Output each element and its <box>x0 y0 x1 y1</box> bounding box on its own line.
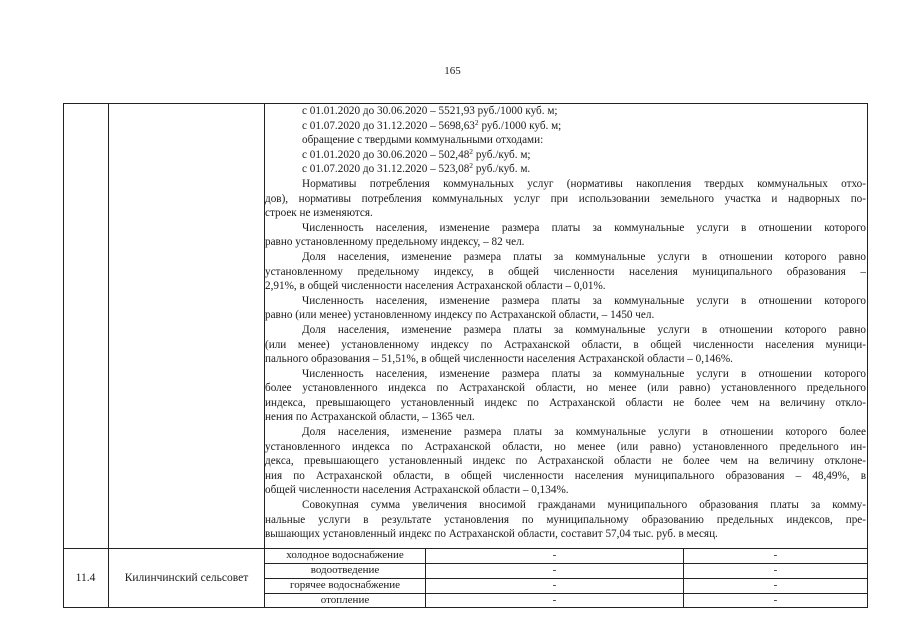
service-name: отопление <box>320 594 370 606</box>
text-line: нения по Астраханской области, – 1365 чел. <box>265 411 475 424</box>
value-cell: - <box>552 594 557 606</box>
value-cell: - <box>773 549 778 561</box>
text-line: Доля населения, изменение размера платы за коммунальные услуги в отношении которого равно <box>302 323 866 336</box>
text-line: декса, превышающего установленный индекс по Астраханской области не более чем на величину отклоне- <box>265 455 866 468</box>
text-line: общей численности населения Астраханской области – 0,134%. <box>265 484 569 497</box>
settlement-name: Килинчинский сельсовет <box>124 572 249 584</box>
row-number: 11.4 <box>75 572 96 584</box>
text-line: Нормативы потребления коммунальных услуг (нормативы накопления твердых коммунальных отхо- <box>302 177 866 190</box>
text-line: Доля населения, изменение размера платы за коммунальные услуги в отношении которого более <box>302 426 866 439</box>
service-name: горячее водоснабжение <box>290 579 400 591</box>
text-line: установленного индекса по Астраханской области, но менее (или равно) установленного предельного ин- <box>265 440 866 453</box>
value-cell: - <box>773 594 778 606</box>
text-line: более установленного индекса по Астраханской области, но менее (или равно) установленного предельного <box>265 382 866 395</box>
value-cell: - <box>552 564 557 576</box>
text-line: равно установленному предельному индексу, – 82 чел. <box>265 236 525 249</box>
text-line: нальные услуги в результате установления по муниципальному образованию предельных индексов, пре- <box>265 513 866 526</box>
text-line: (или менее) установленному индексу по Астраханской области, в общей численности населения муници- <box>265 338 866 351</box>
grid-line <box>108 103 109 608</box>
text-line: вышающих установленный индекс по Астраханской области, составит 57,04 тыс. руб. в месяц. <box>265 528 718 541</box>
grid-line <box>63 103 64 608</box>
text-line: дов), нормативы потребления коммунальных услуг при использовании земельного участка и надворных по- <box>265 192 866 205</box>
service-name: холодное водоснабжение <box>286 549 404 561</box>
text-line: установленному предельному индексу, в общей численности населения муниципального образования – <box>265 265 866 278</box>
text-line: Численность населения, изменение размера платы за коммунальные услуги в отношении которого <box>302 294 866 307</box>
text-line: 2,91%, в общей численности населения Астраханской области – 0,01%. <box>265 280 606 293</box>
value-cell: - <box>552 549 557 561</box>
text-line: ния по Астраханской области, в общей численности населения муниципального образования – 48,49%, в <box>265 469 866 482</box>
service-name: водоотведение <box>310 564 380 576</box>
text-line: Численность населения, изменение размера платы за коммунальные услуги в отношении которого <box>302 367 866 380</box>
text-line: с 01.07.2020 до 31.12.2020 – 5698,63$^2$ руб./1000 куб. м; <box>302 118 562 132</box>
value-cell: - <box>552 579 557 591</box>
text-line: строек не изменяются. <box>265 207 373 220</box>
text-line: равно (или менее) установленному индексу по Астраханской области, – 1450 чел. <box>265 309 655 322</box>
text-line: Доля населения, изменение размера платы за коммунальные услуги в отношении которого равно <box>302 250 866 263</box>
text-line: пального образования – 51,51%, в общей численности населения Астраханской области – 0,146%. <box>265 353 733 366</box>
text-line: Численность населения, изменение размера платы за коммунальные услуги в отношении которого <box>302 221 866 234</box>
text-line: с 01.07.2020 до 31.12.2020 – 523,08$^2$ руб./куб. м. <box>302 162 531 176</box>
page-number: 165 <box>444 65 461 77</box>
body-text <box>265 104 866 542</box>
text-line: с 01.01.2020 до 30.06.2020 – 5521,93 руб./1000 куб. м; <box>302 105 558 117</box>
text-line: Совокупная сумма увеличения вносимой гражданами муниципального образования платы за комму- <box>302 499 866 512</box>
text-line: с 01.01.2020 до 30.06.2020 – 502,48$^2$ руб./куб. м; <box>302 147 531 161</box>
value-cell: - <box>773 579 778 591</box>
value-cell: - <box>773 564 778 576</box>
text-line: индекса, превышающего установленный индекс по Астраханской области не более чем на величину откло- <box>265 396 866 409</box>
text-line: обращение с твердыми коммунальными отходами: <box>302 134 544 147</box>
